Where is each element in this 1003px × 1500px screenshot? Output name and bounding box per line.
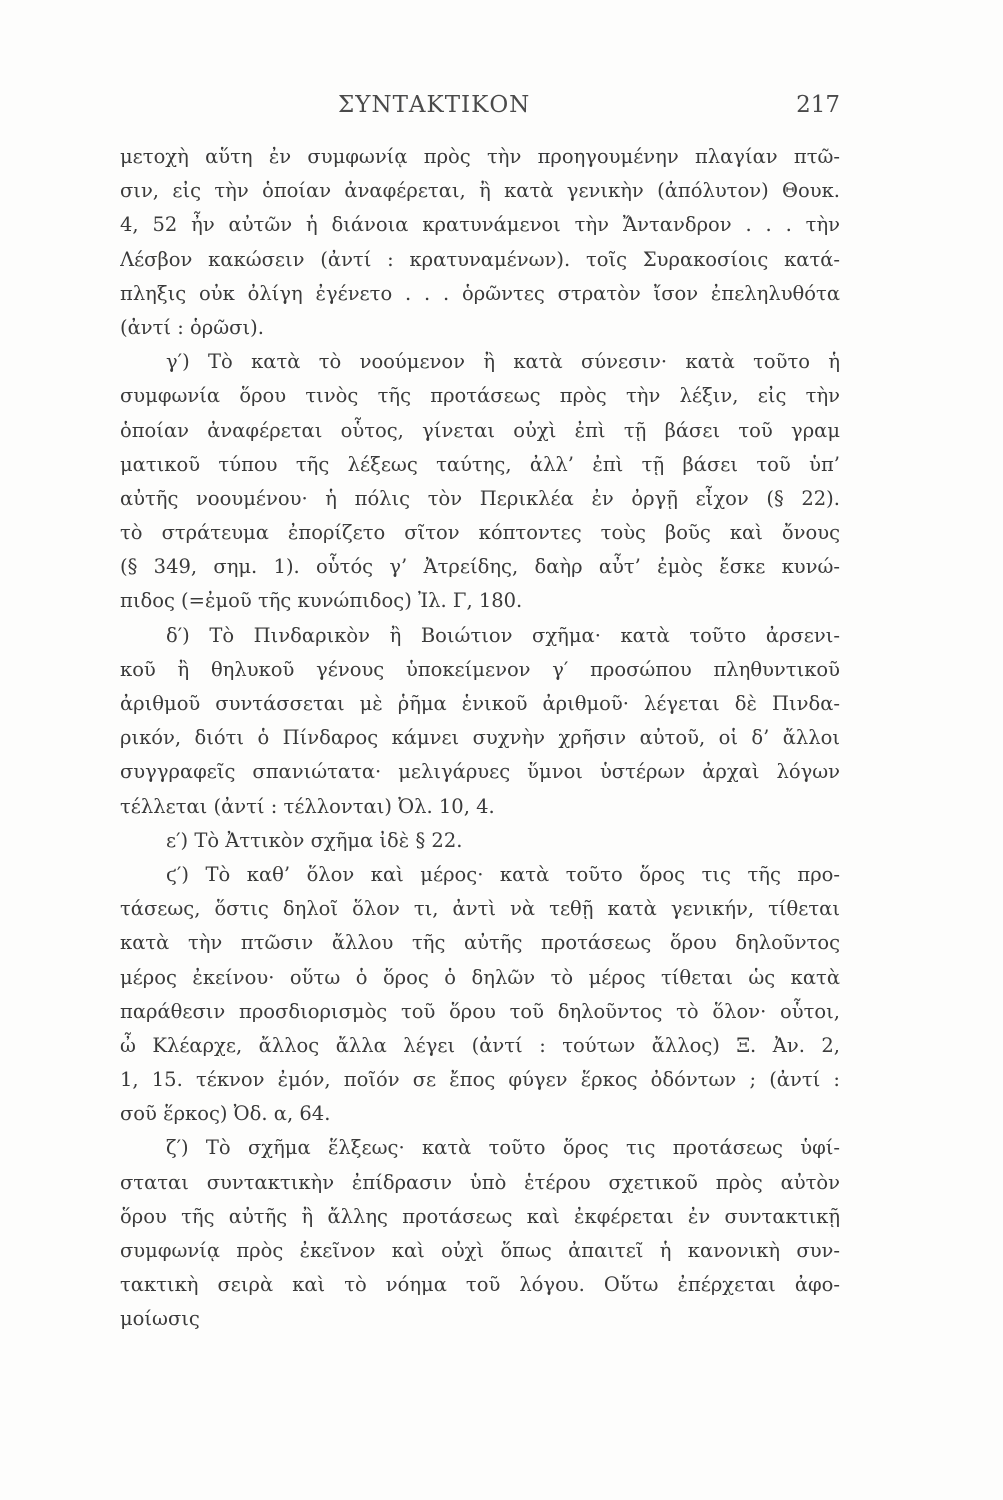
text-line: ζ′) Τὸ σχῆμα ἕλξεως· κατὰ τοῦτο ὅρος τις προτάσεως ὑφί- bbox=[166, 1136, 840, 1160]
text-line: αὐτῆς νοουμένου· ἡ πόλις τὸν Περικλέα ἐν ὀργῇ εἶχον (§ 22). bbox=[120, 486, 840, 510]
page-number: 217 bbox=[796, 92, 840, 118]
text-line: ὁποίαν ἀναφέρεται οὗτος, γίνεται οὐχὶ ἐπὶ τῇ βάσει τοῦ γραμ bbox=[120, 418, 840, 442]
text-line: 1, 15. τέκνον ἐμόν, ποῖόν σε ἔπος φύγεν ἕρκος ὀδόντων ; (ἀντί : bbox=[120, 1068, 840, 1092]
text-line: μετοχὴ αὕτη ἐν συμφωνίᾳ πρὸς τὴν προηγουμένην πλαγίαν πτῶ- bbox=[120, 145, 840, 168]
text-line: συγγραφεῖς σπανιώτατα· μελιγάρυες ὕμνοι ὑστέρων ἀρχαὶ λόγων bbox=[120, 760, 840, 784]
text-line: ματικοῦ τύπου τῆς λέξεως ταύτης, ἀλλ’ ἐπὶ τῇ βάσει τοῦ ὑπ’ bbox=[120, 452, 840, 476]
running-title: ΣΥΝΤΑΚΤΙΚΟΝ bbox=[338, 92, 531, 118]
text-line: πιδος (=ἐμοῦ τῆς κυνώπιδος) Ἰλ. Γ, 180. bbox=[120, 589, 523, 613]
text-line: τάσεως, ὅστις δηλοῖ ὅλον τι, ἀντὶ νὰ τεθῇ κατὰ γενικήν, τίθεται bbox=[120, 897, 840, 921]
text-line: σταται συντακτικὴν ἐπίδρασιν ὑπὸ ἑτέρου σχετικοῦ πρὸς αὐτὸν bbox=[120, 1170, 840, 1194]
text-line: μέρος ἐκείνου· οὕτω ὁ ὅρος ὁ δηλῶν τὸ μέρος τίθεται ὡς κατὰ bbox=[120, 965, 840, 989]
text-line: ε′) Τὸ Ἀττικὸν σχῆμα ἰδὲ § 22. bbox=[166, 828, 463, 852]
text-line: παράθεσιν προσδιορισμὸς τοῦ ὅρου τοῦ δηλοῦντος τὸ ὅλον· οὗτοι, bbox=[120, 999, 840, 1023]
text-line: συμφωνία ὅρου τινὸς τῆς προτάσεως πρὸς τὴν λέξιν, εἰς τὴν bbox=[120, 384, 840, 408]
body-text bbox=[120, 140, 840, 1337]
text-line: ὦ Κλέαρχε, ἄλλος ἄλλα λέγει (ἀντί : τούτων ἄλλος) Ξ. Ἀν. 2, bbox=[120, 1033, 840, 1057]
text-line: κατὰ τὴν πτῶσιν ἄλλου τῆς αὐτῆς προτάσεως ὅρου δηλοῦντος bbox=[120, 931, 840, 955]
text-line: ϛ′) Τὸ καθ’ ὅλον καὶ μέρος· κατὰ τοῦτο ὅρος τις τῆς προ- bbox=[166, 862, 840, 886]
text-line: τὸ στράτευμα ἐπορίζετο σῖτον κόπτοντες τοὺς βοῦς καὶ ὄνους bbox=[120, 521, 840, 545]
text-line: (§ 349, σημ. 1). οὗτός γ’ Ἀτρείδης, δαὴρ αὖτ’ ἐμὸς ἔσκε κυνώ- bbox=[120, 555, 840, 579]
text-line: τακτικὴ σειρὰ καὶ τὸ νόημα τοῦ λόγου. Οὕτω ἐπέρχεται ἀφο- bbox=[120, 1273, 840, 1297]
text-line: ἀριθμοῦ συντάσσεται μὲ ῥῆμα ἑνικοῦ ἀριθμοῦ· λέγεται δὲ Πινδα- bbox=[120, 692, 840, 715]
text-line: τέλλεται (ἀντί : τέλλονται) Ὀλ. 10, 4. bbox=[120, 794, 495, 818]
text-line: κοῦ ἢ θηλυκοῦ γένους ὑποκείμενον γ′ προσώπου πληθυντικοῦ bbox=[120, 657, 840, 681]
text-line: μοίωσις bbox=[120, 1307, 200, 1331]
text-line: συμφωνίᾳ πρὸς ἐκεῖνον καὶ οὐχὶ ὅπως ἀπαιτεῖ ἡ κανονικὴ συν- bbox=[120, 1239, 840, 1262]
text-line: δ′) Τὸ Πινδαρικὸν ἢ Βοιώτιον σχῆμα· κατὰ τοῦτο ἀρσενι- bbox=[166, 623, 840, 647]
running-header bbox=[120, 92, 840, 132]
text-line: ὅρου τῆς αὐτῆς ἢ ἄλλης προτάσεως καὶ ἐκφέρεται ἐν συντακτικῇ bbox=[120, 1204, 840, 1228]
text-line: Λέσβον κακώσειν (ἀντί : κρατυναμένων). τοῖς Συρακοσίοις κατά- bbox=[120, 247, 840, 271]
text-line: (ἀντί : ὁρῶσι). bbox=[120, 315, 264, 339]
text-line: σοῦ ἕρκος) Ὀδ. α, 64. bbox=[120, 1102, 331, 1126]
text-line: 4, 52 ἦν αὐτῶν ἡ διάνοια κρατυνάμενοι τὴν Ἄντανδρον . . . τὴν bbox=[120, 213, 840, 237]
text-line: γ′) Τὸ κατὰ τὸ νοούμενον ἢ κατὰ σύνεσιν· κατὰ τοῦτο ἡ bbox=[166, 350, 840, 374]
text-line: πληξις οὐκ ὀλίγη ἐγένετο . . . ὁρῶντες στρατὸν ἴσον ἐπεληλυθότα bbox=[120, 281, 840, 305]
text-line: ρικόν, διότι ὁ Πίνδαρος κάμνει συχνὴν χρῆσιν αὐτοῦ, οἱ δ’ ἄλλοι bbox=[120, 726, 840, 750]
text-line: σιν, εἰς τὴν ὁποίαν ἀναφέρεται, ἢ κατὰ γενικὴν (ἀπόλυτον) Θουκ. bbox=[120, 179, 840, 203]
